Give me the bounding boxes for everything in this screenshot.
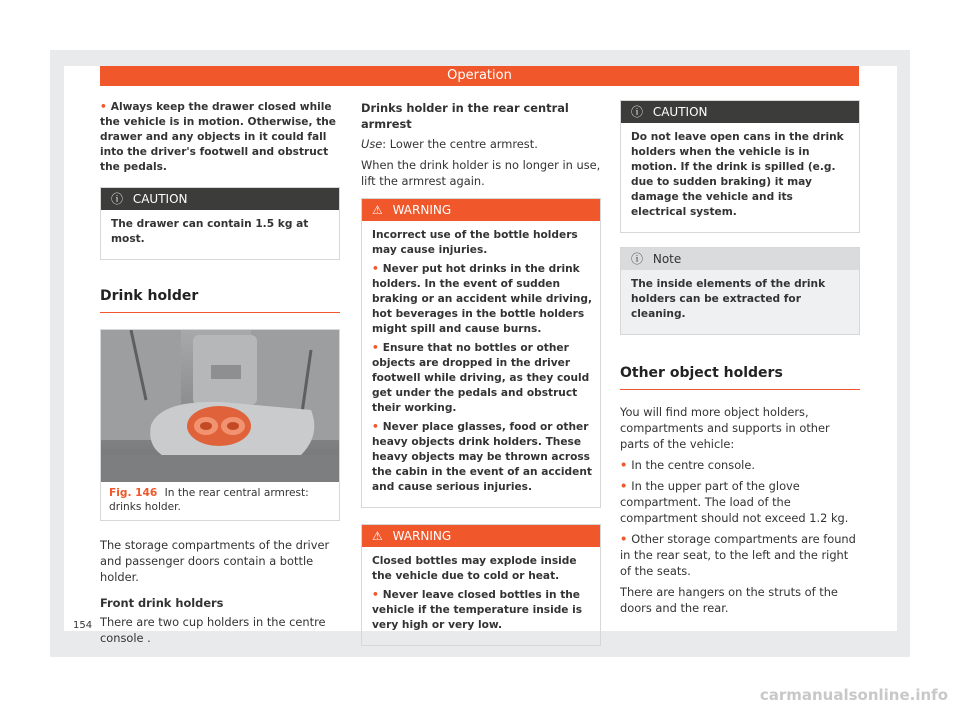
figure-caption: [101, 482, 339, 520]
warning-title: WARNING: [392, 529, 452, 543]
drawer-bullet: • Always keep the drawer closed while the vehicle is in motion. Otherwise, the drawer and any objects in it could fall into the driver's footwell and obstruct the pedals.: [100, 100, 340, 175]
use-instruction: [361, 136, 601, 152]
note-text: The inside elements of the drink holders can be extracted for cleaning.: [631, 278, 826, 320]
caution-box-open-cans: [620, 100, 860, 233]
warning-bullet-heavy-objects: • Never place glasses, food or other heavy objects drink holders. These heavy objects may be thrown across the cabin in the event of an accident and cause serious injuries.: [372, 420, 592, 495]
caution-text: Do not leave open cans in the drink holders when the vehicle is in motion. If the drink is spilled (e.g. due to sudden braking) it may damage the vehicle and its electrical system.: [631, 131, 844, 218]
column-left: [100, 100, 340, 651]
warning-bullet-hot-drinks: • Never put hot drinks in the drink holders. In the event of sudden braking or an accident while driving, hot beverages in the bottle holders might spill and cause burns.: [372, 262, 592, 337]
caution-icon: ⓘ: [111, 192, 124, 206]
warning-bullet-footwell: • Ensure that no bottles or other objects are dropped in the driver footwell while driving, as they could get under the pedals and obstruct their working.: [372, 341, 592, 416]
caution-title: CAUTION: [132, 192, 188, 206]
caution-body: [621, 123, 859, 232]
lift-armrest-text: When the drink holder is no longer in use, lift the armrest again.: [361, 158, 601, 188]
note-header: [621, 248, 859, 270]
caution-header: [621, 101, 859, 123]
warning-box-bottle-holders: [361, 198, 601, 508]
note-body: [621, 270, 859, 334]
warning-header: [362, 199, 600, 221]
caution-header: [101, 188, 339, 210]
watermark: carmanualsonline.info: [759, 686, 948, 704]
warning-header: [362, 525, 600, 547]
armrest-drink-holder-image: [101, 330, 339, 482]
warning-body: [362, 547, 600, 645]
front-cup-holders-text: There are two cup holders in the centre console .: [100, 615, 326, 645]
page-number: 154: [73, 620, 93, 631]
bullet-centre-console: • In the centre console.: [620, 457, 860, 473]
caution-box-drawer: [100, 187, 340, 260]
warning-icon: ⚠: [372, 529, 383, 543]
warning-intro: Closed bottles may explode inside the vehicle due to cold or heat.: [372, 555, 577, 582]
figure-caption-text: In the rear central armrest: drinks holder.: [109, 487, 309, 513]
column-right: [620, 100, 860, 621]
note-icon: ⓘ: [631, 252, 644, 266]
warning-intro: Incorrect use of the bottle holders may cause injuries.: [372, 229, 578, 256]
use-label: Use: [361, 137, 383, 151]
bullet-glove-compartment: • In the upper part of the glove compartment. The load of the compartment should not exceed 1.2 kg.: [620, 478, 860, 526]
caution-text: The drawer can contain 1.5 kg at most.: [111, 218, 309, 245]
warning-icon: ⚠: [372, 203, 383, 217]
bullet-rear-seat: • Other storage compartments are found in the rear seat, to the left and the right of the seats.: [620, 531, 860, 579]
caution-title: CAUTION: [652, 105, 708, 119]
drink-holder-title: Drink holder: [100, 288, 340, 313]
caution-icon: ⓘ: [631, 105, 644, 119]
column-middle: [361, 100, 601, 646]
note-title: Note: [652, 252, 682, 266]
use-text: : Lower the centre armrest.: [382, 137, 538, 151]
door-bottle-holder-text: The storage compartments of the driver and passenger doors contain a bottle holder.: [100, 538, 330, 584]
caution-body: [101, 210, 339, 259]
object-holders-intro: You will find more object holders, compartments and supports in other parts of the vehicle:: [620, 405, 830, 451]
rear-armrest-subhead: Drinks holder in the rear central armrest: [361, 101, 569, 131]
warning-bullet-temperature: • Never leave closed bottles in the vehicle if the temperature inside is very high or very low.: [372, 588, 592, 633]
figure-146: [100, 329, 340, 521]
warning-title: WARNING: [392, 203, 452, 217]
hangers-text: There are hangers on the struts of the doors and the rear.: [620, 585, 838, 615]
other-object-holders-title: Other object holders: [620, 365, 860, 390]
front-drink-holders-subhead: Front drink holders: [100, 596, 224, 610]
section-header: Operation: [100, 66, 859, 86]
warning-box-closed-bottles: [361, 524, 601, 646]
warning-body: [362, 221, 600, 507]
figure-number: Fig. 146: [109, 487, 158, 499]
note-box: [620, 247, 860, 335]
